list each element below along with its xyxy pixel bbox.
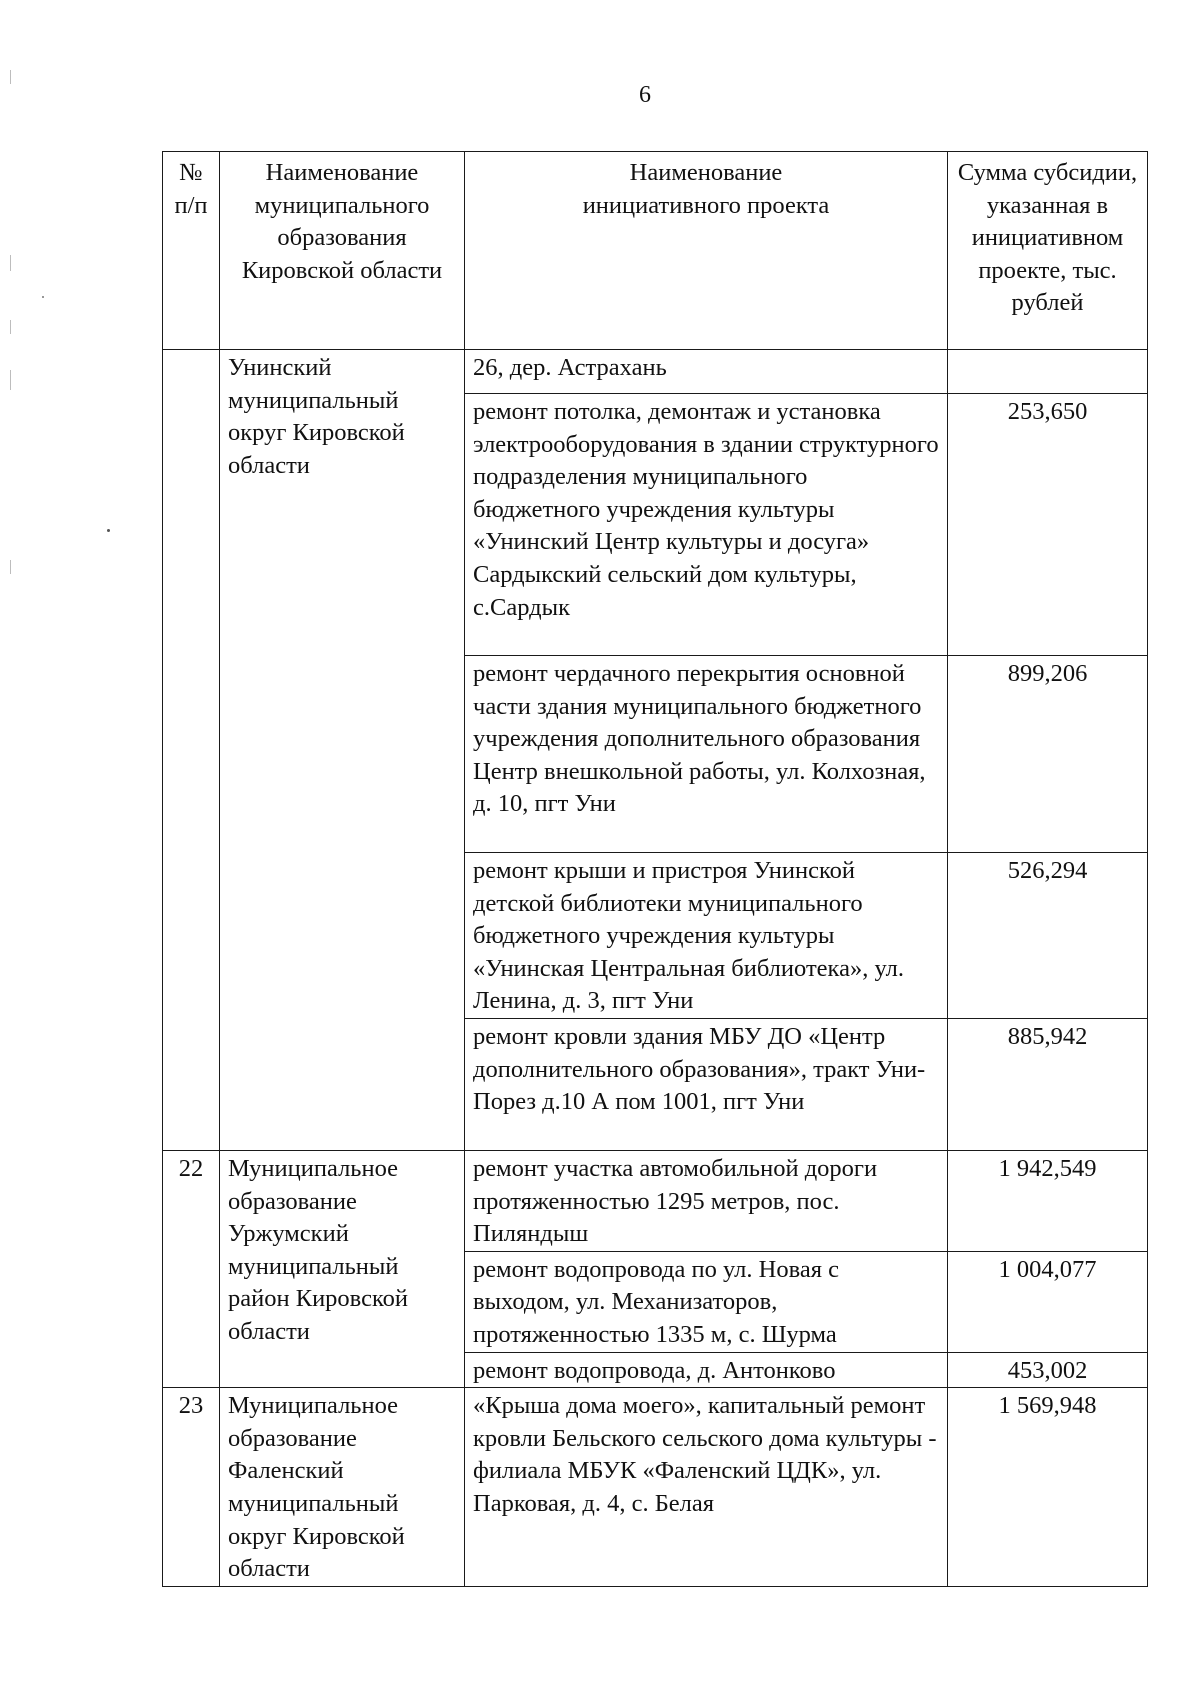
project-name: ремонт чердачного перекрытия основной части здания муниципального бюджетного учреждения дополнительного образования Центр внешкольной работы, ул. Колхозная, д. 10, пгт Уни: [465, 656, 948, 853]
table-row: [163, 1388, 1148, 1587]
header-project: Наименование инициативного проекта: [465, 152, 948, 350]
project-name: ремонт водопровода, д. Антонково: [465, 1352, 948, 1388]
scan-artifact: [10, 560, 11, 574]
subsidy-table: [162, 151, 1148, 1587]
project-name: ремонт участка автомобильной дороги протяженностью 1295 метров, пос. Пиляндыш: [465, 1150, 948, 1251]
subsidy-amount: 1 004,077: [948, 1251, 1148, 1352]
scan-artifact: [42, 296, 44, 298]
page-number: 6: [639, 82, 651, 108]
row-number: 23: [163, 1388, 220, 1587]
project-name: ремонт крыши и пристроя Унинской детской библиотеки муниципального бюджетного учреждения культуры «Унинская Центральная библиотека», ул. Ленина, д. 3, пгт Уни: [465, 853, 948, 1019]
subsidy-amount: 526,294: [948, 853, 1148, 1019]
scan-artifact: [107, 529, 110, 532]
scan-artifact: [10, 255, 11, 271]
municipality-name: Унинский муниципальный округ Кировской области: [220, 350, 465, 1151]
project-name: ремонт потолка, демонтаж и установка электрооборудования в здании структурного подразделения муниципального бюджетного учреждения культуры «Унинский Центр культуры и досуга» Сардыкский сельский дом культуры, с.Сардык: [465, 394, 948, 656]
subsidy-amount: 1 569,948: [948, 1388, 1148, 1587]
scan-artifact: [10, 320, 11, 334]
municipality-name: Муниципальное образование Фаленский муниципальный округ Кировской области: [220, 1388, 465, 1587]
subsidy-amount: 1 942,549: [948, 1150, 1148, 1251]
scan-artifact: [10, 70, 11, 84]
row-number: [163, 350, 220, 1151]
header-num: № п/п: [163, 152, 220, 350]
header-municipality: Наименование муниципального образования Кировской области: [220, 152, 465, 350]
subsidy-amount: 885,942: [948, 1018, 1148, 1150]
project-name: ремонт водопровода по ул. Новая с выходом, ул. Механизаторов, протяженностью 1335 м, с. Шурма: [465, 1251, 948, 1352]
table-header-row: [163, 152, 1148, 350]
subsidy-amount: 899,206: [948, 656, 1148, 853]
project-name: «Крыша дома моего», капитальный ремонт кровли Бельского сельского дома культуры - филиала МБУК «Фаленский ЦДК», ул. Парковая, д. 4, с. Белая: [465, 1388, 948, 1587]
table-row: [163, 350, 1148, 394]
scan-artifact: [10, 370, 11, 390]
project-name: 26, дер. Астрахань: [465, 350, 948, 394]
municipality-name: Муниципальное образование Уржумский муниципальный район Кировской области: [220, 1150, 465, 1387]
header-amount: Сумма субсидии, указанная в инициативном проекте, тыс. рублей: [948, 152, 1148, 350]
project-name: ремонт кровли здания МБУ ДО «Центр дополнительного образования», тракт Уни-Порез д.10 А пом 1001, пгт Уни: [465, 1018, 948, 1150]
row-number: 22: [163, 1150, 220, 1387]
subsidy-amount: 453,002: [948, 1352, 1148, 1388]
subsidy-amount: 253,650: [948, 394, 1148, 656]
subsidy-amount: [948, 350, 1148, 394]
table-row: [163, 1150, 1148, 1251]
